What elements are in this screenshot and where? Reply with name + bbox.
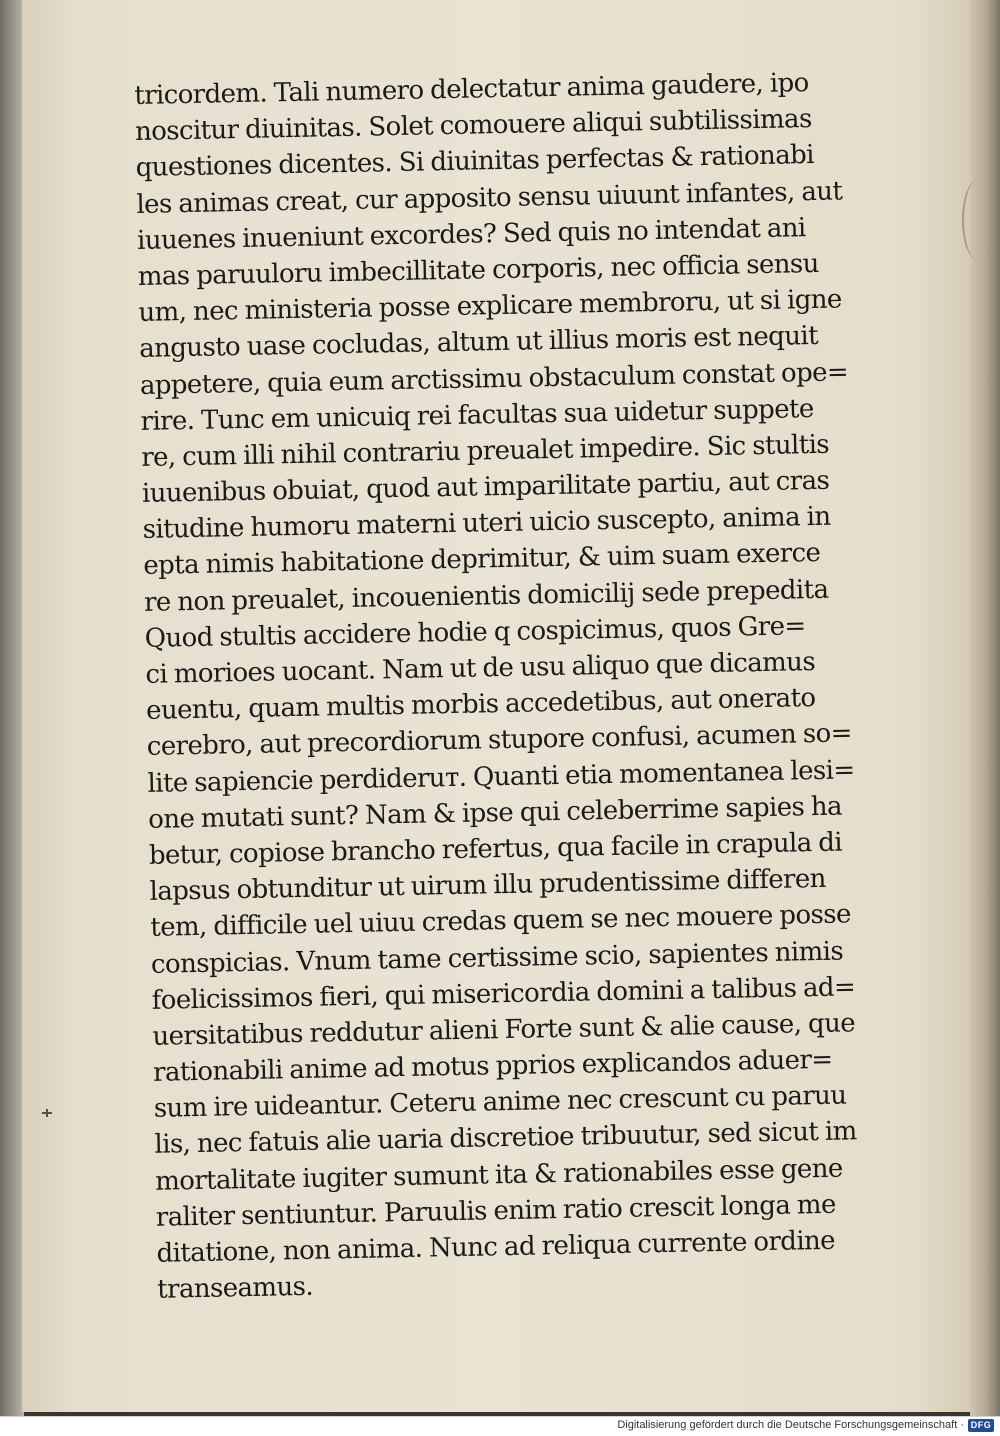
text-line: re non preualet, incouenientis domicilij sede prepedita [143,574,829,618]
text-line: re, cum illi nihil contrariu preualet impedire. Sic stultis [141,429,830,473]
text-line: ditatione, non anima. Nunc ad reliqua currente ordine [156,1225,836,1269]
margin-mark [46,1109,48,1117]
text-line: one mutati sunt? Nam & ipse qui celeberrime sapies ha [147,791,843,835]
text-line: rationabili anime ad motus pprios explicandos aduer= [152,1044,833,1088]
text-line: rire. Tunc em unicuiq rei facultas sua uidetur suppete [140,393,814,437]
text-line: questiones dicentes. Si diuinitas perfectas & rationabi [135,140,815,184]
dfg-logo: DFG [968,1419,994,1432]
text-line: mas paruuloru imbecillitate corporis, nec officia sensu [137,248,820,292]
text-line: les animas creat, cur apposito sensu uiuunt infantes, aut [136,175,843,220]
text-line: tricordem. Tali numero delectatur anima gaudere, ipo [134,68,809,111]
text-line: mortalitate iugiter sumunt ita & rationabiles esse gene [154,1153,843,1197]
page-edge-notch [962,180,994,260]
digitization-credit: Digitalisierung gefördert durch die Deutsche Forschungsgemeinschaft · [617,1419,964,1431]
text-line: ci morioes uocant. Nam ut de usu aliquo que dicamus [145,647,816,690]
text-line: lis, nec fatuis alie uaria discretioe tribuutur, sed sicut im [154,1116,857,1161]
text-line: lapsus obtunditur ut uirum illu prudentissime differen [149,863,827,907]
text-line: um, nec ministeria posse explicare membroru, ut si igne [138,284,842,329]
text-line: Quod stultis accidere hodie q cospicimus, quos Gre= [144,611,806,654]
text-line: transeamus. [156,1271,314,1305]
text-line: raliter sentiuntur. Paruulis enim ratio crescit longa me [155,1189,836,1233]
text-line: foelicissimos fieri, qui misericordia domini a talibus ad= [151,972,856,1016]
text-line: epta nimis habitatione deprimitur, & uim suam exerce [143,538,821,582]
text-line: cerebro, aut precordiorum stupore confusi, acumen so= [146,718,853,763]
text-line: betur, copiose brancho refertus, qua facile in crapula di [148,827,843,871]
text-line: uersitatibus reddutur alieni Forte sunt & alie cause, que [152,1008,856,1052]
page-text-block [134,65,857,1309]
page-gutter-left [0,0,24,1416]
text-line: sum ire uideantur. Ceteru anime nec crescunt cu paruu [153,1080,847,1125]
text-line: iuuenibus obuiat, quod aut imparilitate partiu, aut cras [141,465,830,509]
text-line: lite sapiencie perdideruт. Quanti etia momentanea lesi= [147,754,855,799]
text-line: noscitur diuinitas. Solet comouere aliqui subtilissimas [134,104,812,148]
text-line: conspicias. Vnum tame certissime scio, sapientes nimis [150,936,844,980]
text-line: euentu, quam multis morbis accedetibus, aut onerato [145,683,816,727]
text-line: iuuenes inueniunt excordes? Sed quis no intendat ani [136,212,806,256]
text-line: situdine humoru materni uteri uicio suscepto, anima in [142,501,831,546]
text-line: angusto uase cocludas, altum ut illius moris est nequit [138,321,819,365]
text-line: tem, difficile uel uiuu credas quem se nec mouere posse [150,899,852,944]
scanned-page [22,0,972,1412]
text-line: appetere, quia eum arctissimu obstaculum constat ope= [139,356,849,401]
